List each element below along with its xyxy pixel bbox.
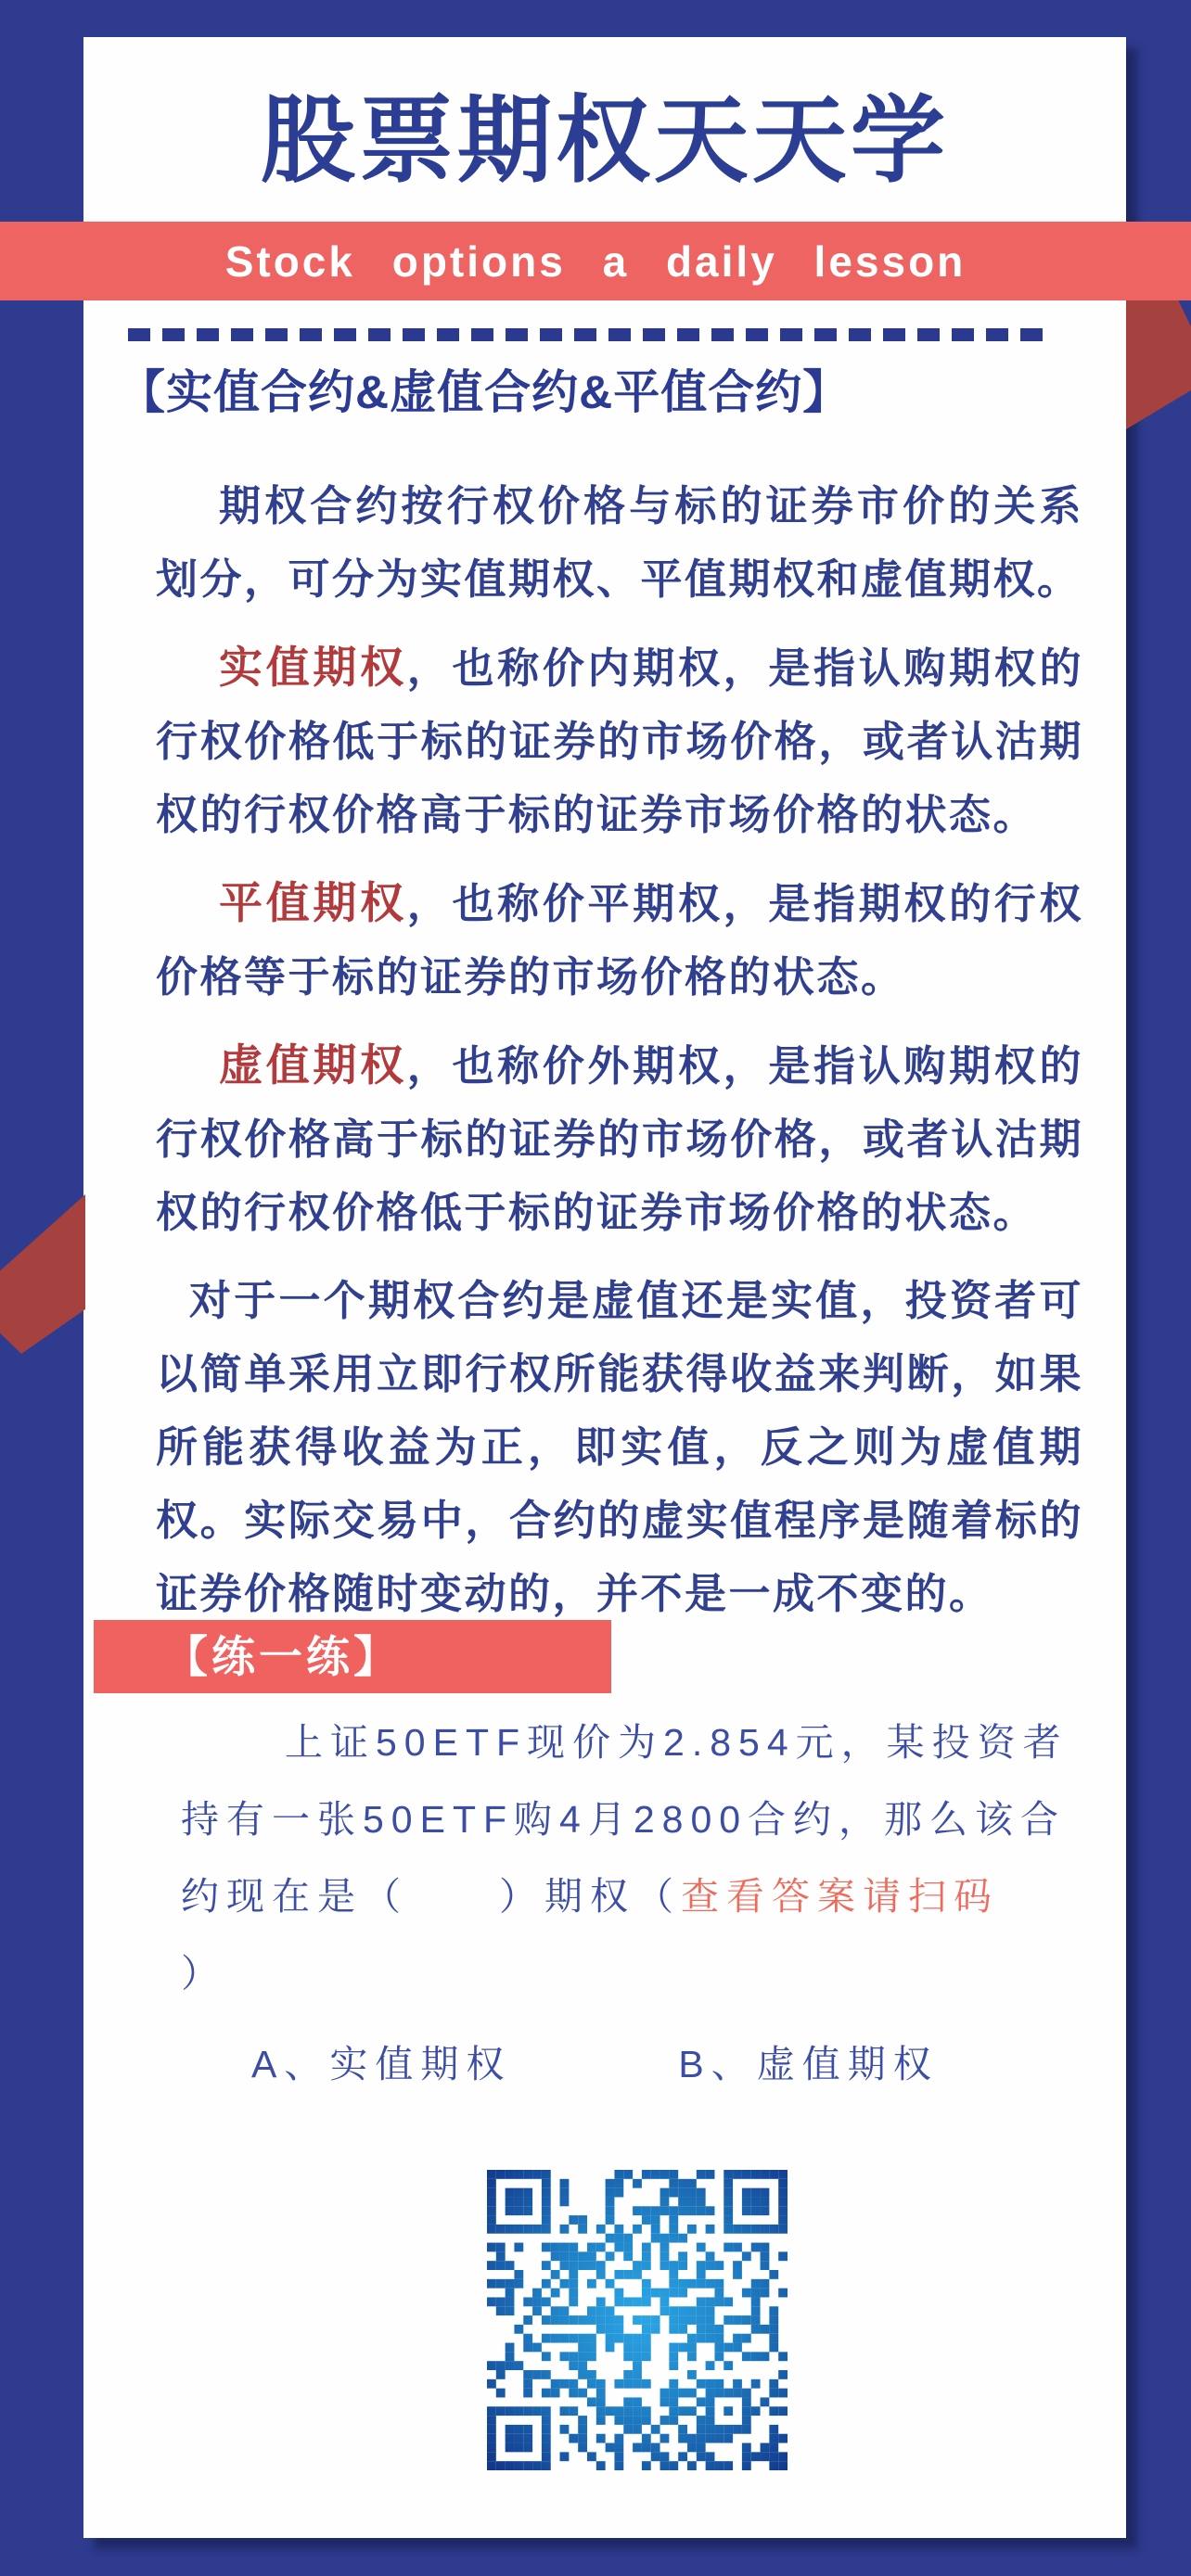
practice-badge <box>94 1620 611 1693</box>
question-line-4: ） <box>181 1952 226 1995</box>
paragraph-intro: 期权合约按行权价格与标的证券市价的关系划分，可分为实值期权、平值期权和虚值期权。 <box>156 482 1083 603</box>
ribbon-right-decoration <box>1126 300 1191 429</box>
subtitle-banner <box>0 222 1191 300</box>
term-otm: 虚值期权 <box>219 1040 407 1090</box>
paragraph-judge: 对于一个期权合约是虚值还是实值，投资者可以简单采用立即行权所能获得收益来判断，如果所能获得收益为正，即实值，反之则为虚值期权。实际交易中，合约的虚实值程序是随着标的证券价格随时变动的，并不是一成不变的。 <box>156 1277 1083 1617</box>
qr-code-icon[interactable] <box>487 2170 788 2470</box>
section-heading: 【实值合约&虚值合约&平值合约】 <box>119 366 851 418</box>
paragraph-itm-text: ，也称价内期权，是指认购期权的行权价格低于标的证券的市场价格，或者认沽期权的行权价格高于标的证券市场价格的状态。 <box>156 644 1083 838</box>
question-line-2: 持有一张50ETF购4月2800合约，那么该合 <box>181 1798 1067 1841</box>
article-body <box>156 469 1083 1630</box>
practice-question <box>181 1704 1104 2103</box>
answer-options <box>181 2026 1104 2103</box>
question-line-1: 上证50ETF现价为2.854元，某投资者 <box>285 1721 1069 1764</box>
dashed-divider <box>128 328 1052 341</box>
paragraph-otm-text: ，也称价外期权，是指认购期权的行权价格高于标的证券的市场价格，或者认沽期权的行权价格低于标的证券市场价格的状态。 <box>156 1042 1083 1236</box>
page-title: 股票期权天天学 <box>261 88 949 194</box>
question-line-3 <box>181 1858 1104 1935</box>
scan-answer-link[interactable]: 查看答案请扫码 <box>681 1875 999 1918</box>
practice-badge-label: 【练一练】 <box>164 1632 401 1681</box>
paragraph-atm-text: ，也称价平期权，是指期权的行权价格等于标的证券的市场价格的状态。 <box>156 880 1083 1001</box>
option-a: A、实值期权 <box>251 2043 512 2085</box>
option-b: B、虚值期权 <box>678 2043 939 2085</box>
paragraph-otm <box>156 1028 1083 1249</box>
term-itm: 实值期权 <box>219 643 407 692</box>
content-card <box>83 37 1126 2538</box>
paragraph-itm <box>156 631 1083 851</box>
ribbon-left-decoration <box>0 1194 85 1354</box>
subtitle-text: Stock options a daily lesson <box>224 236 967 286</box>
paragraph-atm <box>156 866 1083 1014</box>
term-atm: 平值期权 <box>219 878 407 927</box>
question-line-3-text: 约现在是（ ）期权（ <box>181 1875 681 1918</box>
